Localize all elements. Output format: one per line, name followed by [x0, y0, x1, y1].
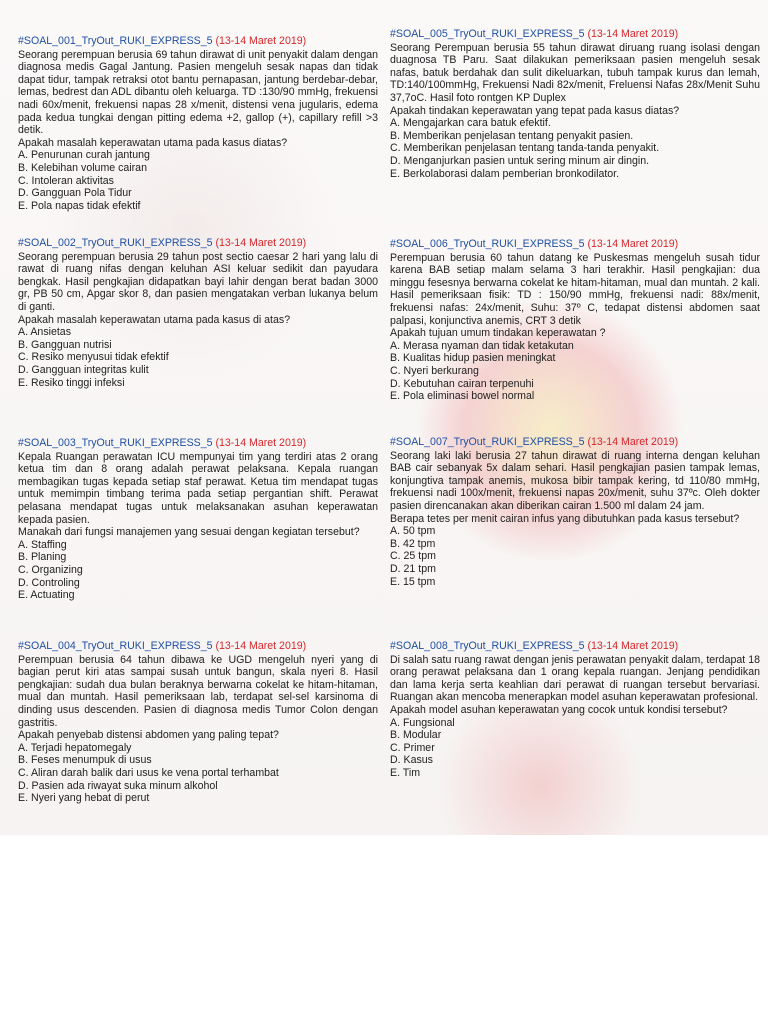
question-stem: Kepala Ruangan perawatan ICU mempunyai tim yang terdiri atas 2 orang ketua tim dan 8 orang adalah perawat pelaksana. Kepala ruangan membagikan tugas kepada setiap staf perawat. Ketua tim mendapat tugas untuk memimpin timbang terima pada setiap pergantian shift. Perawat pelasana mendapat tugas untuk melaksanakan asuhan keperawatan kepada pasien. [18, 450, 378, 526]
question-id: #SOAL_007_TryOut_RUKI_EXPRESS_5 [390, 436, 585, 448]
option-c: C. Nyeri berkurang [390, 364, 479, 377]
question-stem: Seorang laki laki berusia 27 tahun dirawat di ruang interna dengan keluhan BAB cair sebanyak 5x dalam sehari. Hasil pengkajian pasien tampak lemas, konjungtiva tampak anemis, mukosa bibir tampak kering, td 110/80 mmHg, frekuensi nadi 100x/menit, frekuensi napas 20x/menit, suhu 37ºc. Oleh dokter pasien direncanakan akan diberikan cairan 1.500 ml dalam 24 jam. [390, 449, 760, 512]
option-list [18, 539, 378, 602]
option-a: A. Penurunan curah jantung [18, 149, 150, 162]
blank-margin [0, 835, 768, 1024]
option-c: C. Aliran darah balik dari usus ke vena portal terhambat [18, 766, 279, 779]
option-b: B. Feses menumpuk di usus [18, 754, 152, 767]
option-a: A. Terjadi hepatomegaly [18, 741, 132, 754]
option-list [18, 149, 378, 212]
option-list [390, 717, 760, 780]
option-a: A. Merasa nyaman dan tidak ketakutan [390, 339, 574, 352]
question-date: (13-14 Maret 2019) [215, 237, 307, 249]
option-b: B. Kelebihan volume cairan [18, 161, 147, 174]
option-c: C. Resiko menyusui tidak efektif [18, 351, 169, 364]
option-b: B. Kualitas hidup pasien meningkat [390, 352, 556, 365]
option-e: E. Berkolaborasi dalam pemberian bronkodilator. [390, 167, 620, 180]
question-date: (13-14 Maret 2019) [587, 436, 679, 448]
question-header [390, 640, 760, 653]
question-text: Apakah tujuan umum tindakan keperawatan ? [390, 327, 606, 340]
option-a: A. Mengajarkan cara batuk efektif. [390, 117, 551, 130]
question-id: #SOAL_006_TryOut_RUKI_EXPRESS_5 [390, 238, 585, 250]
question-text: Apakah masalah keperawatan utama pada kasus diatas? [18, 136, 288, 149]
question-text: Apakah penyebab distensi abdomen yang paling tepat? [18, 729, 279, 742]
question-id: #SOAL_002_TryOut_RUKI_EXPRESS_5 [18, 237, 213, 249]
question-id: #SOAL_004_TryOut_RUKI_EXPRESS_5 [18, 640, 213, 652]
question-header [390, 238, 760, 251]
question-stem: Perempuan berusia 64 tahun dibawa ke UGD mengeluh nyeri yang di bagian perut kiri atas sampai susah untuk bangun, skala nyeri 8. Hasil pengkajian: sudah dua bulan beraknya berwarna cokelat ke hitam-hitaman, mual dan muntah. Hasil pemeriksaan lab, terdapat sel-sel karsinoma di dinding usus descenden. Pasien di diagnosa medis Tumor Colon dengan gastritis. [18, 653, 378, 729]
question-header [390, 436, 760, 449]
question-block-001 [18, 35, 378, 212]
question-block-002 [18, 237, 378, 389]
question-date: (13-14 Maret 2019) [587, 238, 679, 250]
option-list [390, 340, 760, 403]
question-block-005 [390, 28, 760, 180]
question-header [18, 437, 378, 450]
option-b: B. Planing [18, 551, 67, 564]
option-e: E. Resiko tinggi infeksi [18, 376, 125, 389]
question-header [18, 640, 378, 653]
option-a: A. 50 tpm [390, 525, 436, 538]
question-text: Berapa tetes per menit cairan infus yang dibutuhkan pada kasus tersebut? [390, 512, 740, 525]
question-text: Apakah tindakan keperawatan yang tepat pada kasus diatas? [390, 104, 680, 117]
option-d: D. Controling [18, 576, 80, 589]
question-id: #SOAL_005_TryOut_RUKI_EXPRESS_5 [390, 28, 585, 40]
question-text: Apakah masalah keperawatan utama pada kasus di atas? [18, 313, 291, 326]
question-block-004 [18, 640, 378, 805]
option-c: C. Primer [390, 741, 435, 754]
option-list [390, 117, 760, 180]
option-d: D. Kasus [390, 754, 433, 767]
option-d: D. 21 tpm [390, 562, 436, 575]
option-a: A. Staffing [18, 538, 67, 551]
question-stem: Seorang Perempuan berusia 55 tahun dirawat diruang ruang isolasi dengan duagnosa TB Paru. Saat dilakukan pemeriksaan pasien mengeluh sesak nafas, batuk berdahak dan sulit dikeluarkan, tubuh tampak kurus dan lemah, TD:140/100mmHg, Frekuensi Nadi 82x/menit, Freluensi Nafas 28x/Menit Suhu 37,7oC. Hasil foto rontgen KP Duplex [390, 41, 760, 104]
question-stem: Di salah satu ruang rawat dengan jenis perawatan penyakit dalam, terdapat 18 orang perawat pelaksana dan 1 orang kepala ruangan. Jenjang pendidikan dan lama kerja serta keahlian dari perawat di ruangan tersebut bervariasi. Ruangan akan mencoba menerapkan model asuhan keperawatan profesional. [390, 653, 760, 704]
option-e: E. Actuating [18, 589, 75, 602]
option-d: D. Gangguan Pola Tidur [18, 187, 132, 200]
option-d: D. Kebutuhan cairan terpenuhi [390, 377, 534, 390]
option-b: B. Memberikan penjelasan tentang penyakit pasien. [390, 129, 634, 142]
option-e: E. 15 tpm [390, 575, 436, 588]
question-id: #SOAL_008_TryOut_RUKI_EXPRESS_5 [390, 640, 585, 652]
option-c: C. 25 tpm [390, 550, 436, 563]
option-e: E. Pola eliminasi bowel normal [390, 390, 535, 403]
option-a: A. Ansietas [18, 326, 71, 339]
question-header [390, 28, 760, 41]
question-date: (13-14 Maret 2019) [587, 28, 679, 40]
option-d: D. Pasien ada riwayat suka minum alkohol [18, 779, 218, 792]
question-date: (13-14 Maret 2019) [215, 640, 307, 652]
question-block-003 [18, 437, 378, 602]
question-stem: Perempuan berusia 60 tahun datang ke Puskesmas mengeluh susah tidur karena BAB setiap malam selama 3 hari terakhir. Hasil pengkajian: dua minggu fesesnya berwarna cokelat ke hitam-hitaman, mual dan muntah. 2 kali. Hasil pemeriksaan fisik: TD : 150/90 mmHg, frekuensi nadi: 88x/menit, frekuensi nafas: 24x/menit, Suhu: 37º C, tedapat distensi abdomen saat palpasi, konjunctiva anemis, CRT 3 detik [390, 251, 760, 327]
option-list [390, 525, 760, 588]
option-b: B. 42 tpm [390, 537, 436, 550]
option-e: E. Tim [390, 766, 421, 779]
option-list [18, 742, 378, 805]
question-stem: Seorang perempuan berusia 69 tahun dirawat di unit penyakit dalam dengan diagnosa medis Gagal Jantung. Pasien mengeluh sesak napas dan tidak dapat tidur, tampak retraksi otot bantu pernapasan, jantung berdebar-debar, lemas, bedrest dan ADL dibantu oleh keluarga. TD :130/90 mmHg, frekuensi nadi 60x/menit, frekuensi napas 28 x/menit, distensi vena jugularis, edema pada kedua tungkai dengan pitting edema +2, gallop (+), capillary refill >3 detik. [18, 48, 378, 137]
question-date: (13-14 Maret 2019) [215, 35, 307, 47]
option-c: C. Memberikan penjelasan tentang tanda-tanda penyakit. [390, 142, 660, 155]
option-a: A. Fungsional [390, 716, 455, 729]
question-stem: Seorang perempuan berusia 29 tahun post sectio caesar 2 hari yang lalu di rawat di ruang nifas dengan keluhan ASI keluar sedikit dan payudara bengkak. Hasil pengkajian didapatkan bayi lahir dengan berat badan 3000 gr, PB 50 cm, Apgar skor 8, dan pasien mengatakan verban lukanya belum di ganti. [18, 250, 378, 313]
question-date: (13-14 Maret 2019) [215, 437, 307, 449]
question-header [18, 35, 378, 48]
question-block-006 [390, 238, 760, 403]
question-text: Apakah model asuhan keperawatan yang cocok untuk kondisi tersebut? [390, 703, 728, 716]
option-c: C. Intoleran aktivitas [18, 174, 114, 187]
option-b: B. Modular [390, 729, 442, 742]
question-block-008 [390, 640, 760, 780]
option-d: D. Menganjurkan pasien untuk sering minum air dingin. [390, 154, 650, 167]
option-d: D. Gangguan integritas kulit [18, 363, 149, 376]
question-text: Manakah dari fungsi manajemen yang sesuai dengan kegiatan tersebut? [18, 526, 360, 539]
question-header [18, 237, 378, 250]
option-c: C. Organizing [18, 563, 83, 576]
question-block-007 [390, 436, 760, 588]
option-e: E. Nyeri yang hebat di perut [18, 792, 150, 805]
option-e: E. Pola napas tidak efektif [18, 199, 141, 212]
question-id: #SOAL_003_TryOut_RUKI_EXPRESS_5 [18, 437, 213, 449]
option-b: B. Gangguan nutrisi [18, 338, 112, 351]
option-list [18, 326, 378, 389]
question-id: #SOAL_001_TryOut_RUKI_EXPRESS_5 [18, 35, 213, 47]
question-date: (13-14 Maret 2019) [587, 640, 679, 652]
